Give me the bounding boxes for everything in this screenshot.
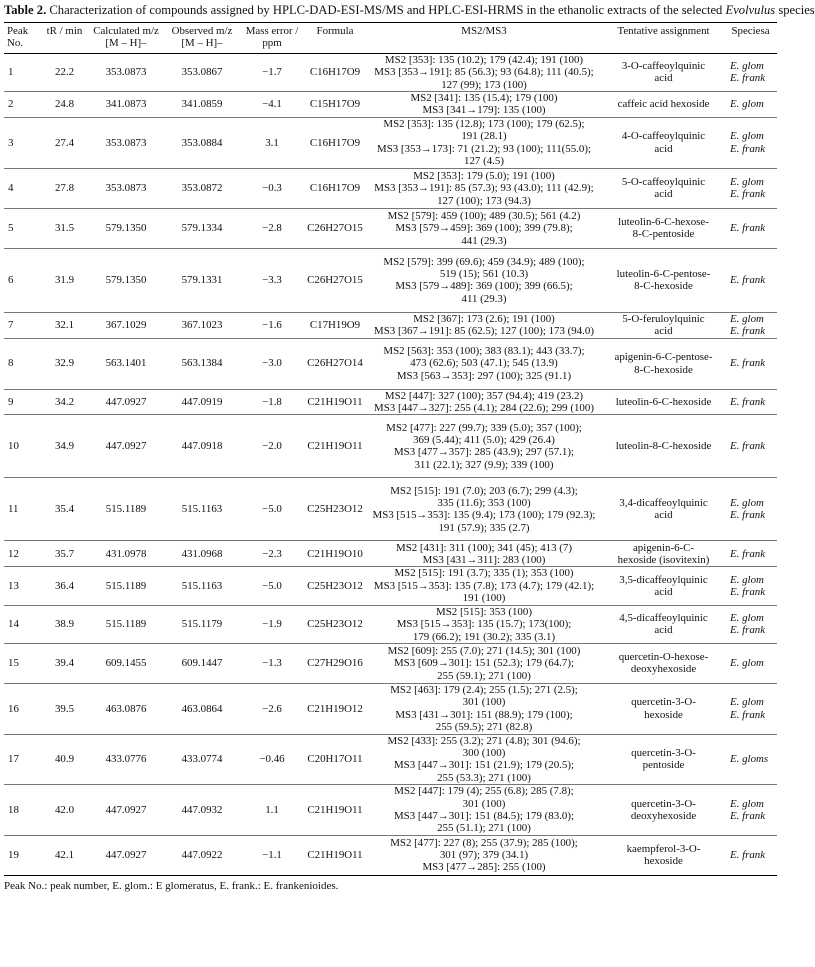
species-cell: E. frank <box>730 357 766 370</box>
calc-cell: 447.0927 <box>105 849 147 862</box>
tr-cell: 39.5 <box>54 702 75 715</box>
peak-cell: 4 <box>8 182 14 195</box>
calc-cell: 563.1401 <box>105 357 147 370</box>
peak-cell: 18 <box>8 803 19 816</box>
tr-cell: 31.9 <box>54 274 75 287</box>
calc-cell: 579.1350 <box>105 222 147 235</box>
error-cell: −0.46 <box>259 753 285 766</box>
formula-cell: C27H29O16 <box>307 657 363 670</box>
calc-cell: 353.0873 <box>105 66 147 79</box>
assignment-cell: 3,4-dicaffeoylquinic acid <box>619 497 708 522</box>
header-species: Speciesa <box>731 25 770 37</box>
assignment-cell: luteolin-6-C-hexose- 8-C-pentoside <box>618 215 709 241</box>
obs-cell: 431.0968 <box>181 547 223 560</box>
peak-cell: 10 <box>8 440 19 453</box>
formula-cell: C21H19O11 <box>307 803 363 816</box>
error-cell: −2.6 <box>262 702 282 715</box>
obs-cell: 463.0864 <box>181 702 223 715</box>
caption-label: Table 2. <box>4 3 47 17</box>
formula-cell: C26H27O15 <box>307 274 363 287</box>
peak-cell: 9 <box>8 395 14 408</box>
table-row <box>4 785 777 836</box>
tr-cell: 31.5 <box>54 222 75 235</box>
ms-cell: MS2 [447]: 327 (100); 357 (94.4); 419 (23.2) MS3 [447→327]: 255 (4.1); 284 (22.6); 299 (100) <box>374 389 594 415</box>
obs-cell: 447.0919 <box>181 395 223 408</box>
tr-cell: 35.7 <box>54 547 75 560</box>
ms-cell: MS2 [477]: 227 (8); 255 (37.9); 285 (100); 301 (97); 379 (34.1) MS3 [477→285]: 255 (100) <box>390 836 578 874</box>
peak-cell: 3 <box>8 136 14 149</box>
error-cell: −1.1 <box>262 849 282 862</box>
tr-cell: 24.8 <box>54 98 75 111</box>
obs-cell: 515.1163 <box>181 503 223 516</box>
calc-cell: 579.1350 <box>105 274 147 287</box>
table-row <box>4 117 777 168</box>
assignment-cell: quercetin-3-O- hexoside <box>631 696 696 721</box>
tr-cell: 34.9 <box>54 440 75 453</box>
calc-cell: 353.0873 <box>105 182 147 195</box>
table-row <box>4 478 777 541</box>
formula-cell: C16H17O9 <box>309 136 361 149</box>
table-row <box>4 734 777 785</box>
formula-cell: C16H17O9 <box>309 66 361 79</box>
peak-cell: 16 <box>8 702 19 715</box>
peak-cell: 7 <box>8 319 14 332</box>
tr-cell: 32.1 <box>54 319 75 332</box>
error-cell: −3.3 <box>262 274 282 287</box>
ms-cell: MS2 [515]: 353 (100) MS3 [515→353]: 135 (15.7); 173(100); 179 (66.2); 191 (30.2); 335 (3.1) <box>396 605 572 643</box>
obs-cell: 367.1023 <box>181 319 223 332</box>
ms-cell: MS2 [563]: 353 (100); 383 (83.1); 443 (33.7); 473 (62.6); 503 (47.1); 545 (13.9) MS3 [563→353]: 297 (100); 325 (91.1) <box>383 345 585 382</box>
header-peak: Peak No. <box>7 25 29 50</box>
table-row <box>4 312 777 338</box>
assignment-cell: 5-O-caffeoylquinic acid <box>621 175 706 201</box>
formula-cell: C16H17O9 <box>309 182 361 195</box>
species-cell: E. glom <box>730 98 764 111</box>
peak-cell: 1 <box>8 66 14 79</box>
ms-cell: MS2 [463]: 179 (2.4); 255 (1.5); 271 (2.5); 301 (100) MS3 [431→301]: 151 (88.9); 179 (100); 255 (59.5); 271 (82.8) <box>390 683 578 734</box>
peak-cell: 2 <box>8 98 14 111</box>
error-cell: −1.6 <box>262 319 282 332</box>
header-tr: tR / min <box>46 25 83 37</box>
table-row <box>4 168 777 208</box>
calc-cell: 431.0978 <box>105 547 147 560</box>
table-caption <box>4 2 815 18</box>
calc-cell: 515.1189 <box>105 503 147 516</box>
species-cell: E. glom E. frank <box>730 497 766 522</box>
header-obs: Observed m/z [M – H]– <box>171 25 233 50</box>
formula-cell: C21H19O10 <box>307 547 363 560</box>
assignment-cell: 4,5-dicaffeoylquinic acid <box>619 611 708 637</box>
assignment-cell: quercetin-3-O- pentoside <box>631 746 696 772</box>
header-row <box>4 23 777 54</box>
assignment-cell: luteolin-8-C-hexoside <box>615 440 712 453</box>
header-formula: Formula <box>316 25 354 37</box>
peak-cell: 17 <box>8 753 19 766</box>
formula-cell: C21H19O11 <box>307 395 363 408</box>
calc-cell: 447.0927 <box>105 440 147 453</box>
peak-cell: 6 <box>8 274 14 287</box>
table-row <box>4 53 777 91</box>
error-cell: 3.1 <box>265 136 279 149</box>
table-row <box>4 389 777 415</box>
tr-cell: 34.2 <box>54 395 75 408</box>
assignment-cell: apigenin-6-C- hexoside (isovitexin) <box>617 541 710 566</box>
caption-genus: Evolvulus <box>725 3 776 17</box>
assignment-cell: quercetin-O-hexose- deoxyhexoside <box>618 651 709 676</box>
calc-cell: 447.0927 <box>105 395 147 408</box>
obs-cell: 447.0932 <box>181 803 223 816</box>
error-cell: 1.1 <box>265 803 279 816</box>
species-cell: E. frank <box>730 395 766 408</box>
formula-cell: C20H17O11 <box>307 753 363 766</box>
obs-cell: 353.0867 <box>181 66 223 79</box>
caption-suffix: species <box>778 3 815 17</box>
ms-cell: MS2 [367]: 173 (2.6); 191 (100) MS3 [367→191]: 85 (62.5); 127 (100); 173 (94.0) <box>374 312 594 338</box>
ms-cell: MS2 [609]: 255 (7.0); 271 (14.5); 301 (100) MS3 [609→301]: 151 (52.3); 179 (64.7); 255 (59.1); 271 (100) <box>387 644 581 682</box>
species-cell: E. gloms <box>730 753 769 766</box>
obs-cell: 579.1334 <box>181 222 223 235</box>
species-cell: E. frank <box>730 222 766 235</box>
formula-cell: C17H19O9 <box>309 319 361 332</box>
tr-cell: 36.4 <box>54 579 75 592</box>
assignment-cell: kaempferol-3-O- hexoside <box>626 842 701 868</box>
formula-cell: C15H17O9 <box>309 98 361 111</box>
ms-cell: MS2 [341]: 135 (15.4); 179 (100) MS3 [341→179]: 135 (100) <box>410 92 558 117</box>
header-error: Mass error / ppm <box>245 25 299 50</box>
assignment-cell: luteolin-6-C-hexoside <box>615 395 712 408</box>
table-row <box>4 643 777 683</box>
error-cell: −0.3 <box>262 182 282 195</box>
calc-cell: 447.0927 <box>105 803 147 816</box>
error-cell: −1.8 <box>262 395 282 408</box>
assignment-cell: 3,5-dicaffeoylquinic acid <box>619 573 708 599</box>
assignment-cell: 5-O-feruloylquinic acid <box>622 312 705 338</box>
formula-cell: C25H23O12 <box>307 503 363 516</box>
table-footnote: Peak No.: peak number, E. glom.: E glomeratus, E. frank.: E. frankenioides. <box>4 879 339 892</box>
obs-cell: 353.0884 <box>181 136 223 149</box>
species-cell: E. frank <box>730 849 766 862</box>
formula-cell: C25H23O12 <box>307 618 363 631</box>
species-cell: E. glom E. frank <box>730 312 766 338</box>
species-cell: E. frank <box>730 440 766 453</box>
assignment-cell: luteolin-6-C-pentose- 8-C-hexoside <box>616 267 711 293</box>
obs-cell: 341.0859 <box>181 98 223 111</box>
assignment-cell: quercetin-3-O- deoxyhexoside <box>630 797 697 822</box>
ms-cell: MS2 [477]: 227 (99.7); 339 (5.0); 357 (100); 369 (5.44); 411 (5.0); 429 (26.4) MS3 [477→357]: 285 (43.9); 297 (57.1); 311 (22.1); 327 (9.9); 339 (100) <box>386 421 582 471</box>
tr-cell: 42.1 <box>54 849 75 862</box>
formula-cell: C26H27O14 <box>307 357 363 370</box>
assignment-cell: 4-O-caffeoylquinic acid <box>621 130 706 155</box>
caption-text: Characterization of compounds assigned by HPLC-DAD-ESI-MS/MS and HPLC-ESI-HRMS in the ethanolic extracts of the selected <box>49 3 723 17</box>
assignment-cell: apigenin-6-C-pentose- 8-C-hexoside <box>614 351 713 376</box>
obs-cell: 447.0918 <box>181 440 223 453</box>
ms-cell: MS2 [353]: 135 (10.2); 179 (42.4); 191 (100) MS3 [353→191]: 85 (56.3); 93 (64.8); 111 (40.5); 127 (99); 173 (100) <box>374 53 594 91</box>
error-cell: −2.8 <box>262 222 282 235</box>
ms-cell: MS2 [433]: 255 (3.2); 271 (4.8); 301 (94.6); 300 (100) MS3 [447→301]: 151 (21.9); 179 (20.5); 255 (53.3); 271 (100) <box>387 734 581 784</box>
error-cell: −1.7 <box>262 66 282 79</box>
table-row <box>4 92 777 118</box>
table-row <box>4 248 777 312</box>
tr-cell: 22.2 <box>54 66 75 79</box>
ms-cell: MS2 [579]: 399 (69.6); 459 (34.9); 489 (100); 519 (15); 561 (10.3) MS3 [579→489]: 369 (100); 399 (66.5); 411 (29.3) <box>383 255 585 305</box>
peak-cell: 11 <box>8 503 19 516</box>
tr-cell: 35.4 <box>54 503 75 516</box>
table-row <box>4 567 777 605</box>
species-cell: E. glom E. frank <box>730 797 766 822</box>
calc-cell: 341.0873 <box>105 98 147 111</box>
species-cell: E. glom <box>730 657 764 670</box>
ms-cell: MS2 [353]: 179 (5.0); 191 (100) MS3 [353→191]: 85 (57.3); 93 (43.0); 111 (42.9); 127 (100); 173 (94.3) <box>374 169 594 207</box>
table-row <box>4 338 777 389</box>
species-cell: E. frank <box>730 547 766 560</box>
formula-cell: C21H19O11 <box>307 440 363 453</box>
error-cell: −2.3 <box>262 547 282 560</box>
calc-cell: 353.0873 <box>105 136 147 149</box>
table-row <box>4 208 777 248</box>
obs-cell: 609.1447 <box>181 657 223 670</box>
formula-cell: C21H19O11 <box>307 849 363 862</box>
tr-cell: 40.9 <box>54 753 75 766</box>
table-row <box>4 605 777 643</box>
error-cell: −2.0 <box>262 440 282 453</box>
formula-cell: C26H27O15 <box>307 222 363 235</box>
obs-cell: 515.1179 <box>181 618 223 631</box>
obs-cell: 433.0774 <box>181 753 223 766</box>
tr-cell: 38.9 <box>54 618 75 631</box>
peak-cell: 15 <box>8 657 19 670</box>
error-cell: −3.0 <box>262 357 282 370</box>
calc-cell: 609.1455 <box>105 657 147 670</box>
ms-cell: MS2 [515]: 191 (7.0); 203 (6.7); 299 (4.3); 335 (11.6); 353 (100) MS3 [515→353]: 135 (9.4); 173 (100); 179 (92.3); 191 (57.9); 335 (2.7) <box>372 484 596 534</box>
species-cell: E. glom E. frank <box>730 696 766 721</box>
calc-cell: 515.1189 <box>105 579 147 592</box>
peak-cell: 19 <box>8 849 19 862</box>
peak-cell: 5 <box>8 222 14 235</box>
error-cell: −4.1 <box>262 98 282 111</box>
error-cell: −5.0 <box>262 503 282 516</box>
table-body <box>4 53 777 875</box>
calc-cell: 463.0876 <box>105 702 147 715</box>
obs-cell: 563.1384 <box>181 357 223 370</box>
ms-cell: MS2 [579]: 459 (100); 489 (30.5); 561 (4.2) MS3 [579→459]: 369 (100); 399 (79.8); 441 (29.3) <box>387 209 581 247</box>
error-cell: −1.9 <box>262 618 282 631</box>
assignment-cell: caffeic acid hexoside <box>617 98 710 111</box>
table-row <box>4 835 777 875</box>
table-row <box>4 683 777 734</box>
species-cell: E. frank <box>730 274 766 287</box>
compounds-table <box>4 22 777 876</box>
tr-cell: 32.9 <box>54 357 75 370</box>
calc-cell: 367.1029 <box>105 319 147 332</box>
obs-cell: 515.1163 <box>181 579 223 592</box>
species-cell: E. glom E. frank <box>730 60 766 85</box>
tr-cell: 27.8 <box>54 182 75 195</box>
table-row <box>4 415 777 478</box>
peak-cell: 13 <box>8 579 19 592</box>
calc-cell: 515.1189 <box>105 618 147 631</box>
header-calc: Calculated m/z [M – H]– <box>93 25 159 50</box>
species-cell: E. glom E. frank <box>730 130 766 155</box>
species-cell: E. glom E. frank <box>730 573 766 599</box>
species-cell: E. glom E. frank <box>730 611 766 637</box>
peak-cell: 12 <box>8 547 19 560</box>
header-assign: Tentative assignment <box>617 25 710 37</box>
obs-cell: 579.1331 <box>181 274 223 287</box>
error-cell: −1.3 <box>262 657 282 670</box>
ms-cell: MS2 [353]: 135 (12.8); 173 (100); 179 (62.5); 191 (28.1) MS3 [353→173]: 71 (21.2); 93 (100); 111(55.0); 127 (4.5) <box>377 118 591 168</box>
table-row <box>4 541 777 567</box>
tr-cell: 42.0 <box>54 803 75 816</box>
obs-cell: 353.0872 <box>181 182 223 195</box>
tr-cell: 27.4 <box>54 136 75 149</box>
ms-cell: MS2 [447]: 179 (4); 255 (6.8); 285 (7.8); 301 (100) MS3 [447→301]: 151 (84.5); 179 (83.0); 255 (51.1); 271 (100) <box>394 785 574 835</box>
assignment-cell: 3-O-caffeoylquinic acid <box>621 60 706 85</box>
peak-cell: 8 <box>8 357 14 370</box>
calc-cell: 433.0776 <box>105 753 147 766</box>
formula-cell: C21H19O12 <box>307 702 363 715</box>
obs-cell: 447.0922 <box>181 849 223 862</box>
peak-cell: 14 <box>8 618 19 631</box>
ms-cell: MS2 [515]: 191 (3.7); 335 (1); 353 (100) MS3 [515→353]: 135 (7.8); 173 (4.7); 179 (42.1); 191 (100) <box>373 567 595 605</box>
header-ms: MS2/MS3 <box>461 25 507 37</box>
formula-cell: C25H23O12 <box>307 579 363 592</box>
error-cell: −5.0 <box>262 579 282 592</box>
species-cell: E. glom E. frank <box>730 175 766 201</box>
tr-cell: 39.4 <box>54 657 75 670</box>
ms-cell: MS2 [431]: 311 (100); 341 (45); 413 (7) MS3 [431→311]: 283 (100) <box>396 541 572 566</box>
